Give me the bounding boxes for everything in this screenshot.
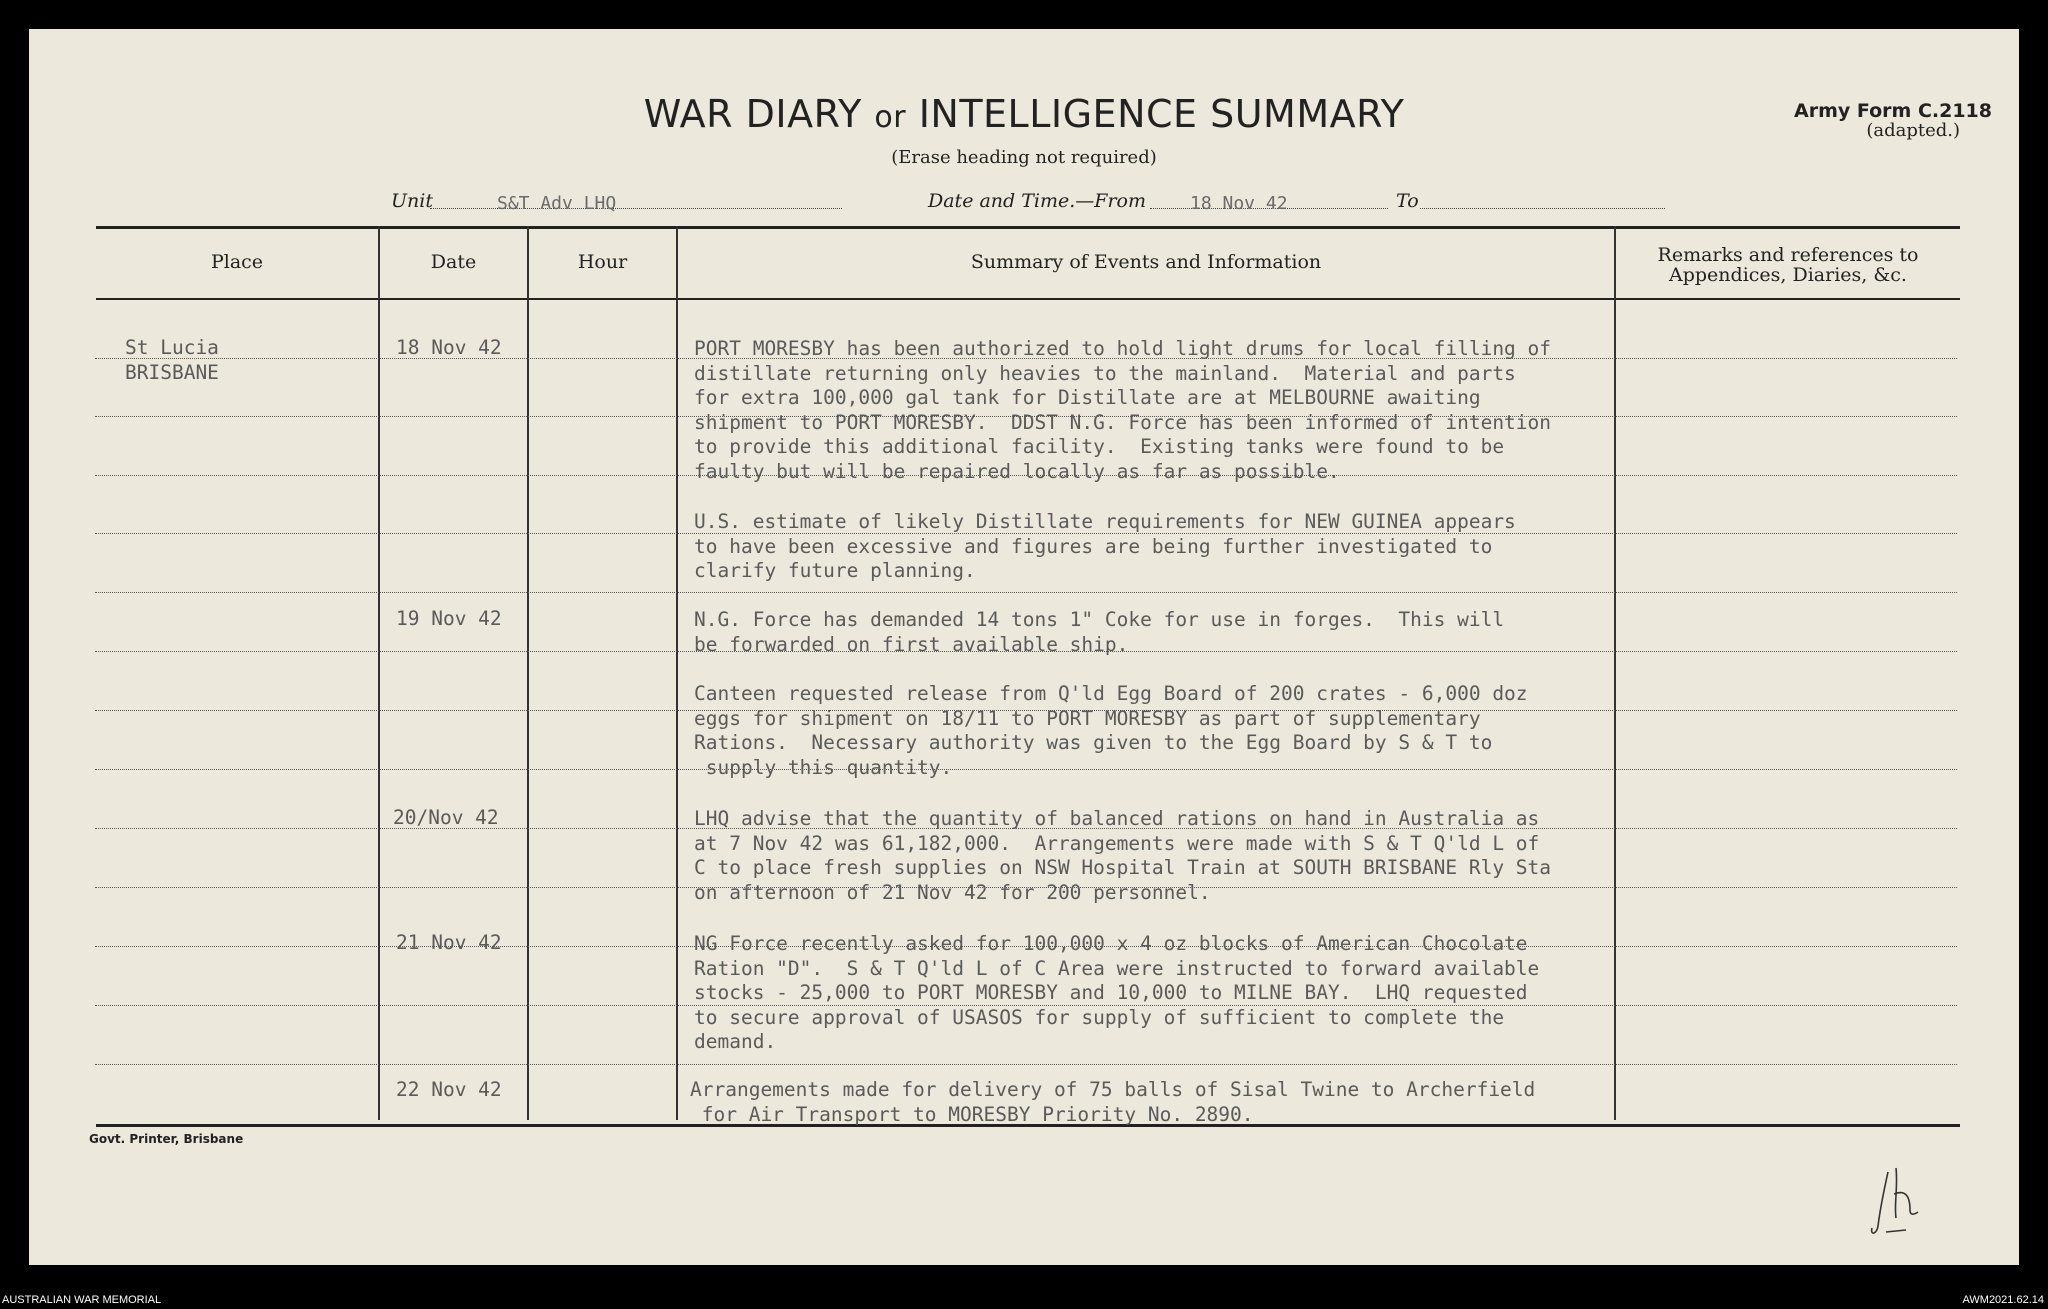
entry-summary-text: Arrangements made for delivery of 75 balls of Sisal Twine to Archerfield for Air Transport to MORESBY Priority No. 2890.	[690, 1078, 1536, 1126]
date-from-value: 18 Nov 42	[1190, 193, 1288, 214]
column-header-date: Date	[430, 251, 477, 273]
entry-date: 22 Nov 42	[396, 1078, 502, 1101]
entry-summary-text: N.G. Force has demanded 14 tons 1" Coke for use in forges. This will be forwarded on first available ship.	[694, 608, 1505, 656]
handwritten-initials	[1866, 1160, 1938, 1240]
entry-date: 21 Nov 42	[396, 931, 502, 954]
unit-value: S&T Adv LHQ	[497, 193, 617, 214]
form-subtitle: (Erase heading not required)	[891, 147, 1157, 168]
column-header-summary: Summary of Events and Information	[970, 251, 1322, 273]
table-top-rule	[96, 226, 1960, 229]
divider-summary-remarks	[1614, 226, 1616, 1120]
entry-date: 20/Nov 42	[393, 806, 499, 829]
form-title	[0, 92, 2048, 136]
divider-date-hour	[527, 226, 529, 1120]
entry-summary-text: LHQ advise that the quantity of balanced rations on hand in Australia as at 7 Nov 42 was 61,182,000. Arrangements were made with S & T Q'ld L of C to place fresh supplies on NSW Hospital Train at SOUTH BRISBANE Rly Sta on afternoon of 21 Nov 42 for 200 personnel.	[694, 807, 1552, 904]
army-form-label	[1742, 101, 1992, 141]
archive-reference: AWM2021.62.14	[1962, 1294, 2044, 1306]
army-form-note: (adapted.)	[1866, 120, 1960, 141]
entry-summary-text: U.S. estimate of likely Distillate requirements for NEW GUINEA appears to have been excessive and figures are being further investigated to clarify future planning.	[694, 510, 1516, 582]
column-header-hour: Hour	[577, 251, 628, 273]
column-header-place: Place	[210, 251, 264, 273]
remarks-header-line1: Remarks and references to	[1657, 244, 1919, 266]
entry-summary-text: NG Force recently asked for 100,000 x 4 oz blocks of American Chocolate Ration "D". S & T Q'ld L of C Area were instructed to forward available stocks - 25,000 to PORT MORESBY and 10,000 to MILNE BAY. LHQ requested to secure approval of USASOS for supply of sufficient to complete the demand.	[694, 932, 1540, 1053]
printer-imprint: Govt. Printer, Brisbane	[89, 1132, 244, 1146]
title-war-diary: WAR DIARY	[643, 92, 862, 136]
entry-place: St Lucia BRISBANE	[125, 336, 219, 384]
archive-credit: AUSTRALIAN WAR MEMORIAL	[2, 1294, 162, 1306]
entry-date: 19 Nov 42	[396, 607, 502, 630]
header-bottom-rule	[96, 298, 1960, 300]
title-or: or	[874, 100, 907, 135]
ruled-line	[95, 592, 1957, 593]
entry-date: 18 Nov 42	[396, 336, 502, 359]
unit-label: Unit	[391, 190, 433, 212]
column-header-remarks	[1616, 245, 1960, 285]
divider-hour-summary	[676, 226, 678, 1120]
remarks-header-line2: Appendices, Diaries, &c.	[1669, 264, 1907, 286]
divider-place-date	[378, 226, 380, 1120]
title-intelligence-summary: INTELLIGENCE SUMMARY	[918, 92, 1405, 136]
entry-summary-text: PORT MORESBY has been authorized to hold light drums for local filling of distillate returning only heavies to the mainland. Material and parts for extra 100,000 gal tank for Distillate are at MELBOURNE awaiting shipment to PORT MORESBY. DDST N.G. Force has been informed of intention to provide this additional facility. Existing tanks were found to be faulty but will be repaired locally as far as possible.	[694, 337, 1552, 483]
ruled-line	[95, 1064, 1957, 1065]
date-to-dotted-line	[1420, 208, 1665, 209]
date-to-label: To	[1396, 190, 1419, 212]
entry-summary-text: Canteen requested release from Q'ld Egg Board of 200 crates - 6,000 doz eggs for shipment on 18/11 to PORT MORESBY as part of supplementary Rations. Necessary authority was given to the Egg Board by S & T to supply this quantity.	[694, 682, 1528, 779]
army-form-number: Army Form C.2118	[1794, 100, 1992, 122]
unit-dotted-line	[430, 208, 842, 209]
date-from-label: Date and Time.—From	[928, 190, 1147, 212]
